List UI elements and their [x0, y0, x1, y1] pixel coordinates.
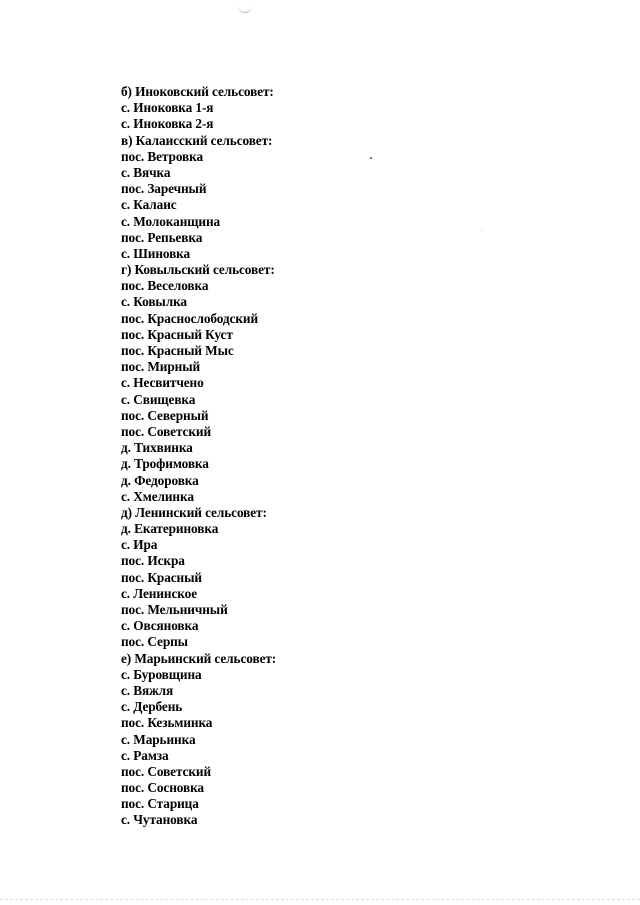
list-line: е) Марьинский сельсовет: — [121, 650, 277, 666]
list-line: с. Несвитчено — [121, 375, 204, 391]
list-line: пос. Краснослободский — [121, 310, 259, 326]
list-line: пос. Заречный — [121, 181, 207, 197]
list-line: пос. Репьевка — [121, 229, 203, 245]
list-line: с. Иноковка 1-я — [121, 100, 214, 116]
list-line: д. Федоровка — [121, 472, 199, 488]
scan-mark — [238, 6, 252, 13]
list-line: с. Марьинка — [121, 731, 196, 747]
list-line: пос. Кезьминка — [121, 715, 213, 731]
list-line: пос. Красный Куст — [121, 326, 233, 342]
list-line: б) Иноковский сельсовет: — [121, 84, 274, 99]
list-line: пос. Мельничный — [121, 602, 228, 617]
list-line: д. Тихвинка — [121, 440, 193, 456]
list-line: г) Ковыльский сельсовет: — [121, 262, 275, 278]
list-line: пос. Советский — [121, 423, 212, 439]
list-line: с. Буровщина — [121, 666, 202, 682]
list-line: пос. Красный Мыс — [121, 343, 234, 358]
list-line: пос. Советский — [121, 763, 212, 779]
list-line: с. Ира — [121, 537, 158, 553]
list-line: с. Дербень — [121, 699, 183, 715]
list-line: пос. Северный — [121, 407, 209, 423]
list-line: пос. Ветровка — [121, 148, 204, 164]
list-line: д. Екатериновка — [121, 521, 219, 537]
list-line: с. Овсяновка — [121, 618, 199, 634]
list-line: с. Калаис — [121, 197, 177, 213]
list-line: с. Вяжля — [121, 682, 174, 698]
list-line: с. Ленинское — [121, 585, 197, 601]
list-line: д. Трофимовка — [121, 456, 209, 472]
list-line: с. Рамза — [121, 747, 169, 763]
list-line: пос. Искра — [121, 553, 185, 569]
list-line: пос. Мирный — [121, 359, 201, 375]
list-line: в) Калаисский сельсовет: — [121, 132, 273, 148]
list-line: пос. Серпы — [121, 634, 188, 650]
list-line: пос. Старица — [121, 796, 199, 812]
list-line: с. Чутановка — [121, 812, 198, 828]
scan-edge — [0, 899, 640, 900]
list-line: с. Ковылка — [121, 294, 187, 310]
list-line: с. Свищевка — [121, 391, 196, 407]
list-line: пос. Веселовка — [121, 278, 209, 294]
list-line: пос. Красный — [121, 569, 202, 585]
list-line: с. Шиновка — [121, 245, 191, 261]
list-line: пос. Сосновка — [121, 780, 204, 796]
settlement-list — [121, 84, 541, 829]
list-line: с. Иноковка 2-я — [121, 116, 214, 132]
list-line: с. Вячка — [121, 164, 171, 180]
list-line: д) Ленинский сельсовет: — [121, 504, 267, 520]
list-line: с. Молоканщина — [121, 213, 221, 229]
list-line: с. Хмелинка — [121, 488, 194, 504]
